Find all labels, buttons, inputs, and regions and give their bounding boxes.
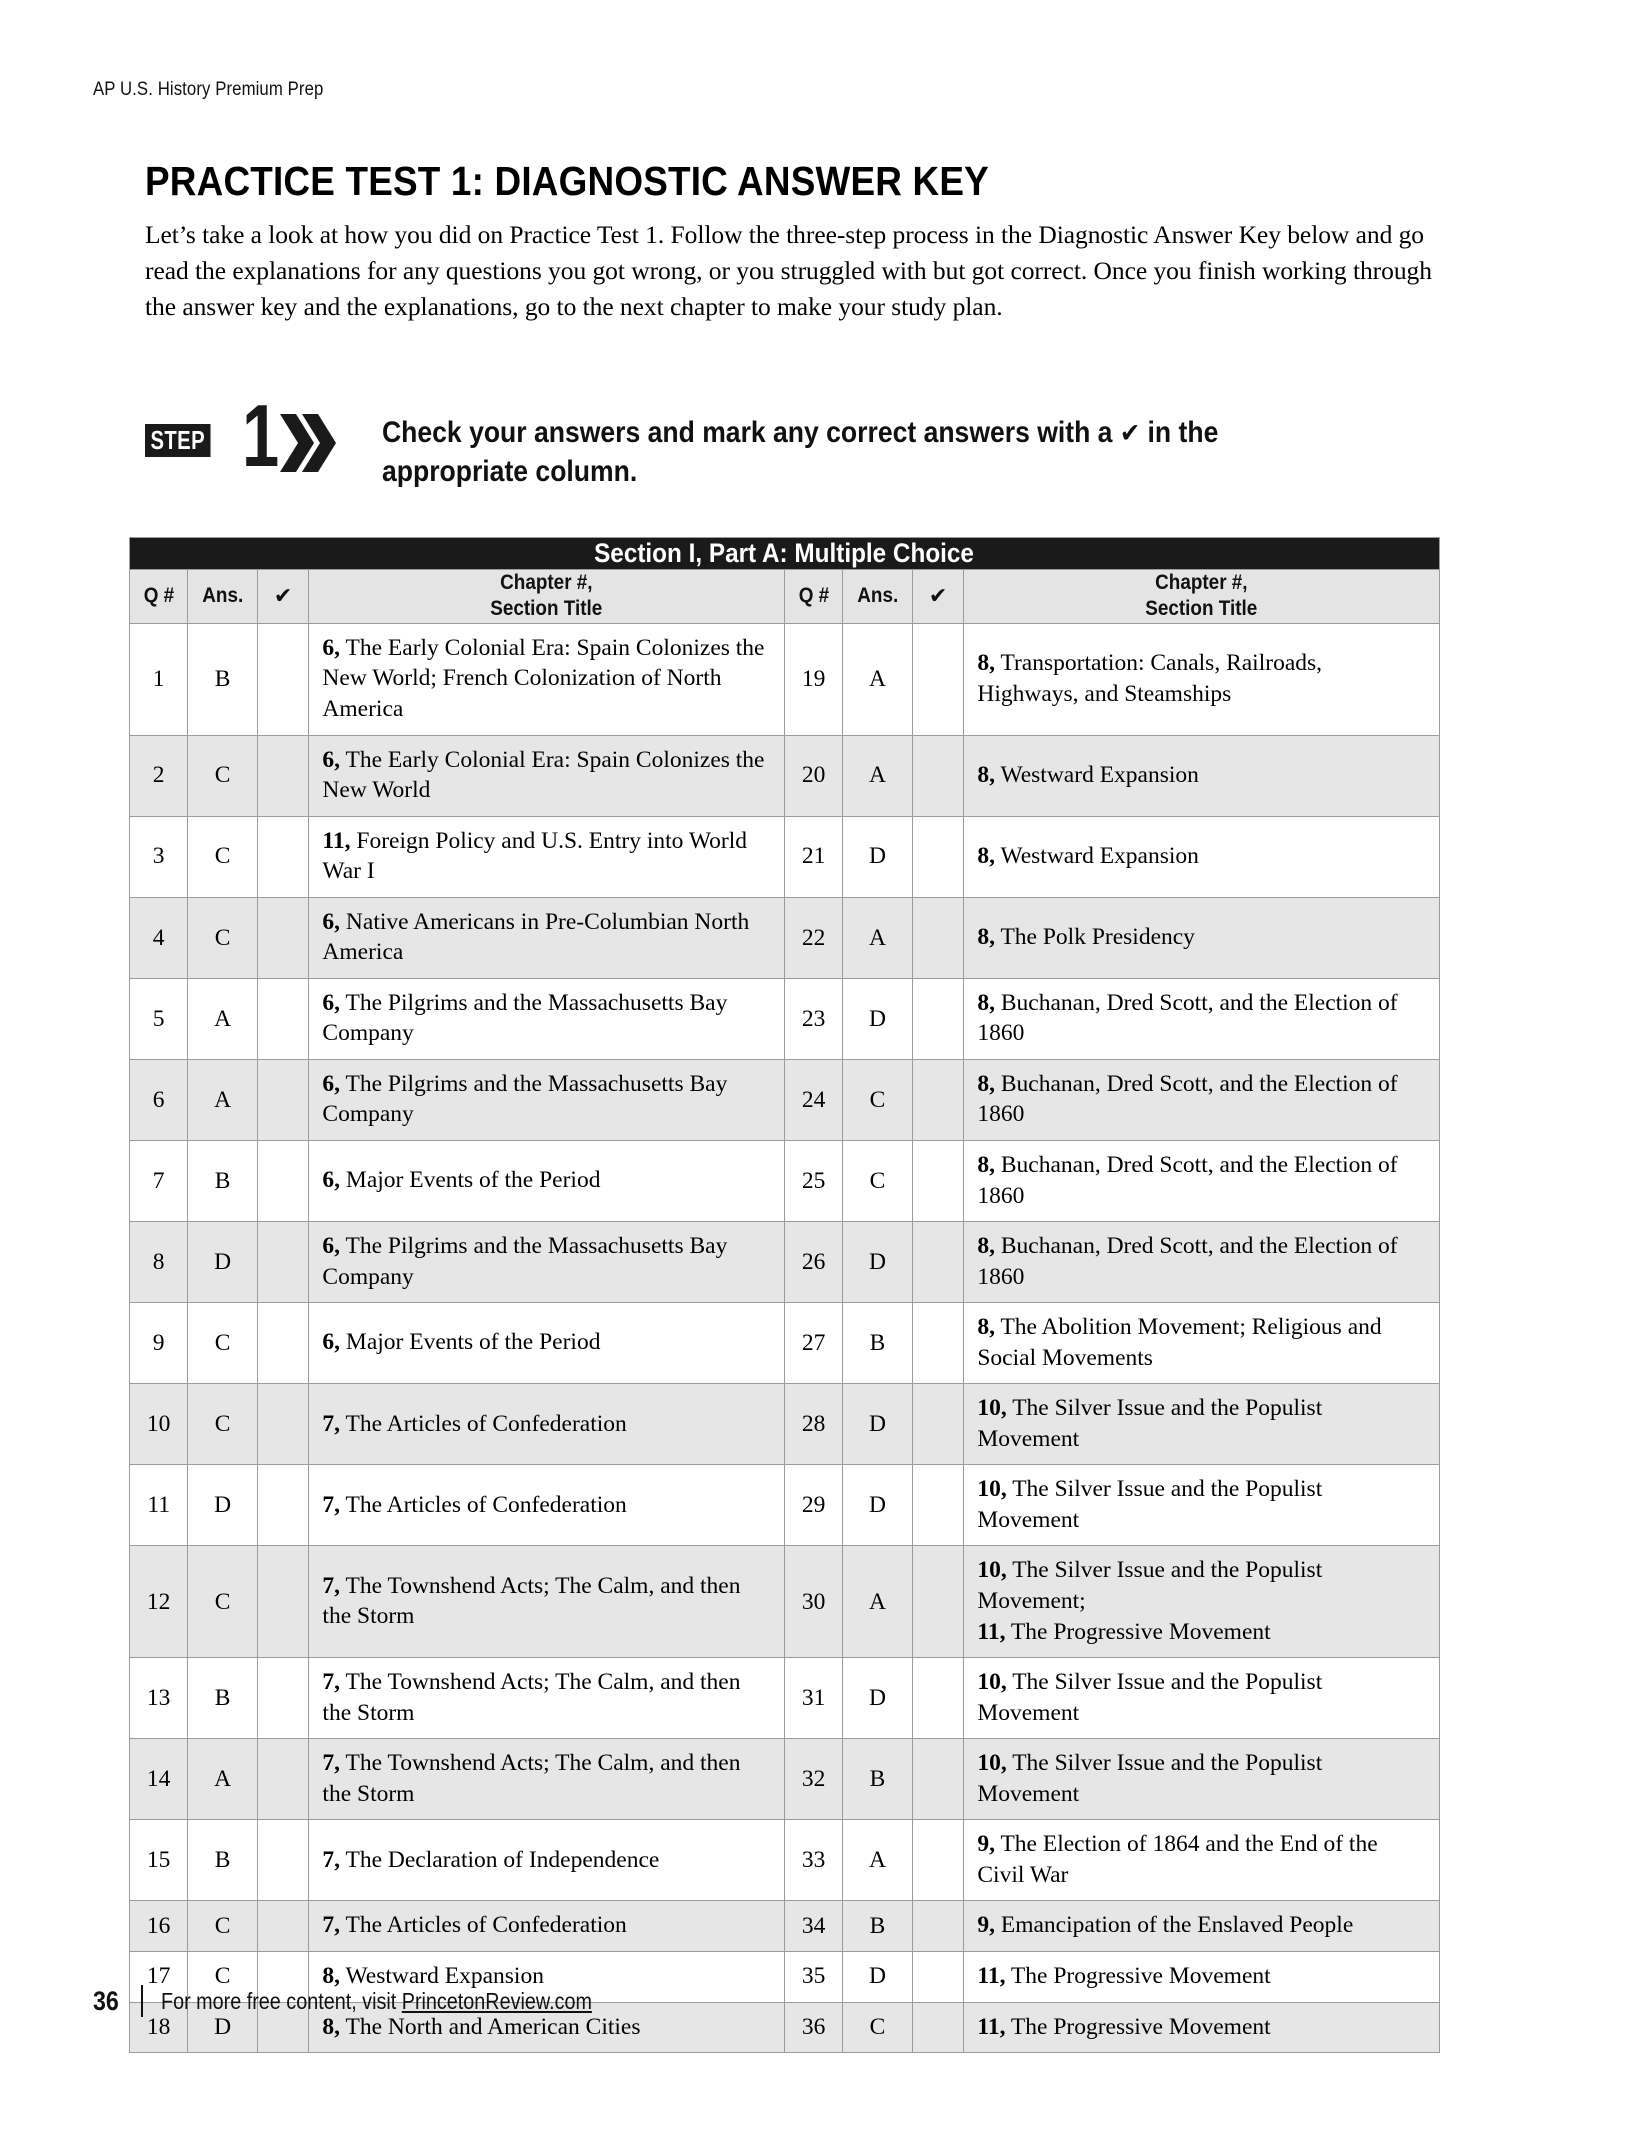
question-number-right: 30 (784, 1546, 842, 1658)
chapter-section-right (964, 1951, 1440, 2002)
answer-letter-left: B (188, 1820, 258, 1901)
double-chevron-right-icon (280, 412, 338, 474)
chapter-number-left: 7, (322, 1410, 341, 1437)
check-box-left[interactable] (257, 1222, 309, 1303)
chapter-number-right: 8, (977, 650, 995, 677)
chapter-section-left (309, 735, 785, 816)
chapter-section-left (309, 623, 785, 735)
chapter-section-right (964, 1546, 1440, 1658)
chapter-number-left: 7, (322, 1912, 341, 1939)
chapter-number-right: 8, (977, 1233, 995, 1260)
chapter-number-left: 6, (322, 634, 341, 661)
question-number-left: 9 (130, 1303, 188, 1384)
table-row (130, 1820, 1440, 1901)
intro-paragraph: Let’s take a look at how you did on Practice Test 1. Follow the three-step process in the Diagnostic Answer Key below and go read the explanations for any questions you got wrong, or you struggled with but got correct. Once you finish working through the answer key and the explanations, go to the next chapter to make your study plan. (145, 220, 1432, 322)
check-box-right[interactable] (912, 1141, 964, 1222)
running-head: AP U.S. History Premium Prep (93, 78, 324, 100)
question-number-left: 6 (130, 1059, 188, 1140)
section-title-left: The Early Colonial Era: Spain Colonizes the New World (322, 746, 765, 804)
answer-letter-right: D (843, 1222, 913, 1303)
question-number-left: 8 (130, 1222, 188, 1303)
answer-letter-right: B (843, 1303, 913, 1384)
question-number-left: 17 (130, 1951, 188, 2002)
chapter-section-right (964, 1222, 1440, 1303)
chapter-section-left (309, 1820, 785, 1901)
table-row (130, 978, 1440, 1059)
section-title-left: The Pilgrims and the Massachusetts Bay Company (322, 989, 728, 1047)
chapter-number-left: 6, (322, 1070, 341, 1097)
chapter-section-left (309, 1739, 785, 1820)
question-number-right: 28 (784, 1384, 842, 1465)
answer-letter-right: A (843, 623, 913, 735)
answer-letter-left: A (188, 1739, 258, 1820)
question-number-right: 33 (784, 1820, 842, 1901)
header-chapter-line2-right: Section Title (1145, 597, 1258, 621)
chapter-section-left (309, 1141, 785, 1222)
table-row (130, 1739, 1440, 1820)
table-row (130, 897, 1440, 978)
chapter-section-right (964, 623, 1440, 735)
answer-letter-left: C (188, 1384, 258, 1465)
header-q-right: Q # (784, 570, 842, 624)
chapter-number-right: 11, (977, 2013, 1006, 2040)
table-row (130, 816, 1440, 897)
chapter-section-right (964, 1465, 1440, 1546)
question-number-left: 4 (130, 897, 188, 978)
answer-letter-left: C (188, 816, 258, 897)
section-title-left: The Townshend Acts; The Calm, and then the Storm (322, 1669, 741, 1726)
answer-letter-right: D (843, 978, 913, 1059)
footer-note-prefix: For more free content, visit (161, 1987, 402, 2014)
chapter-section-right (964, 897, 1440, 978)
answer-letter-left: B (188, 1658, 258, 1739)
chapter-section-right (964, 1820, 1440, 1901)
check-box-right[interactable] (912, 735, 964, 816)
answer-letter-right: B (843, 1739, 913, 1820)
answer-letter-right: D (843, 1658, 913, 1739)
table-row (130, 1384, 1440, 1465)
question-number-left: 2 (130, 735, 188, 816)
chapter-section-right (964, 1739, 1440, 1820)
check-box-right[interactable] (912, 816, 964, 897)
chapter-number-right: 8, (977, 989, 995, 1016)
question-number-right: 22 (784, 897, 842, 978)
question-number-right: 25 (784, 1141, 842, 1222)
answer-letter-left: C (188, 897, 258, 978)
question-number-right: 35 (784, 1951, 842, 2002)
question-number-right: 34 (784, 1901, 842, 1952)
check-box-left[interactable] (257, 1658, 309, 1739)
question-number-left: 1 (130, 623, 188, 735)
article-header (145, 160, 1435, 326)
step-1-instruction (145, 386, 1435, 492)
step-text-part2: in the appropriate column. (382, 416, 1219, 488)
section-title-right: The Progressive Movement (1010, 1962, 1271, 1989)
chapter-section-right (964, 1059, 1440, 1140)
chapter-number-right: 10, (977, 1476, 1007, 1503)
question-number-left: 7 (130, 1141, 188, 1222)
chapter-number-left: 6, (322, 1233, 341, 1260)
answer-letter-right: C (843, 2002, 913, 2053)
question-number-right: 32 (784, 1739, 842, 1820)
check-box-left[interactable] (257, 1739, 309, 1820)
answer-letter-right: C (843, 1059, 913, 1140)
answer-letter-left: C (188, 1303, 258, 1384)
section-title-right: Westward Expansion (1000, 842, 1199, 869)
check-box-right[interactable] (912, 1901, 964, 1952)
header-chapter-line1-left: Chapter #, (500, 571, 593, 594)
table-section-header-row (130, 538, 1440, 570)
footer-divider (141, 1985, 143, 2017)
chapter-section-right (964, 1303, 1440, 1384)
check-box-right[interactable] (912, 1739, 964, 1820)
question-number-right: 19 (784, 623, 842, 735)
chapter-section-right (964, 1141, 1440, 1222)
check-box-right[interactable] (912, 1222, 964, 1303)
check-box-right[interactable] (912, 1384, 964, 1465)
header-q-left: Q # (130, 570, 188, 624)
section-title-cell (130, 538, 1440, 570)
section-title-left: The Articles of Confederation (345, 1912, 627, 1939)
question-number-left: 14 (130, 1739, 188, 1820)
chapter-number-left: 7, (322, 1669, 341, 1696)
chapter-number-left: 6, (322, 989, 341, 1016)
check-box-left[interactable] (257, 816, 309, 897)
page-footer (93, 1985, 662, 2017)
question-number-right: 24 (784, 1059, 842, 1140)
section-title-right: Buchanan, Dred Scott, and the Election of 1860 (977, 1070, 1398, 1128)
check-box-left[interactable] (257, 1059, 309, 1140)
chapter-section-left (309, 1384, 785, 1465)
header-check-right: ✔ (912, 570, 964, 624)
section-title-left: Major Events of the Period (345, 1167, 601, 1194)
check-box-right[interactable] (912, 2002, 964, 2053)
check-box-left[interactable] (257, 1384, 309, 1465)
section-title-left: The Townshend Acts; The Calm, and then the Storm (322, 1572, 741, 1630)
table-row (130, 1658, 1440, 1739)
table-row (130, 623, 1440, 735)
section-title-right: The Silver Issue and the Populist Movement (977, 1750, 1323, 1807)
chapter-number-right: 10, (977, 1395, 1007, 1422)
section-title-left: Foreign Policy and U.S. Entry into World War I (322, 827, 748, 885)
question-number-right: 23 (784, 978, 842, 1059)
section-title-right: Westward Expansion (1000, 761, 1199, 788)
answer-letter-right: C (843, 1141, 913, 1222)
answer-letter-left: C (188, 735, 258, 816)
section-title-left: The Pilgrims and the Massachusetts Bay Company (322, 1233, 728, 1290)
check-box-left[interactable] (257, 1820, 309, 1901)
answer-letter-right: D (843, 1951, 913, 2002)
section-title-right: The Polk Presidency (1000, 924, 1195, 950)
check-mark-icon: ✔ (1119, 418, 1141, 449)
table-row (130, 1303, 1440, 1384)
chapter-number-right: 8, (977, 1070, 995, 1097)
step-badge (145, 386, 330, 488)
chapter-section-right (964, 1384, 1440, 1465)
question-number-left: 3 (130, 816, 188, 897)
check-box-left[interactable] (257, 1141, 309, 1222)
section-title-left: The Declaration of Independence (345, 1846, 660, 1873)
answer-letter-right: D (843, 816, 913, 897)
chapter-number-right: 10, (977, 1750, 1007, 1777)
question-number-left: 12 (130, 1546, 188, 1658)
table-column-header-row (130, 570, 1440, 624)
table-row (130, 1141, 1440, 1222)
chapter-section-right (964, 1658, 1440, 1739)
chapter-section-right (964, 1901, 1440, 1952)
check-box-left[interactable] (257, 897, 309, 978)
answer-letter-right: A (843, 1546, 913, 1658)
header-chapter-line2-left: Section Title (490, 597, 603, 621)
answer-key-table-wrapper (129, 537, 1440, 2053)
section-title-text: Section I, Part A: Multiple Choice (594, 538, 975, 568)
check-box-right[interactable] (912, 897, 964, 978)
answer-letter-right: A (843, 735, 913, 816)
chapter-section-left (309, 1303, 785, 1384)
answer-key-table (129, 537, 1440, 2053)
section-title-left: The Townshend Acts; The Calm, and then the Storm (322, 1750, 741, 1807)
section-title-right: Buchanan, Dred Scott, and the Election of 1860 (977, 1233, 1398, 1290)
table-row (130, 1222, 1440, 1303)
chapter-number-left: 6, (322, 1167, 341, 1194)
answer-letter-left: C (188, 1546, 258, 1658)
chapter-section-left (309, 816, 785, 897)
chapter-number-right: 10, (977, 1557, 1007, 1584)
chapter-number-left: 6, (322, 908, 341, 935)
table-row (130, 1059, 1440, 1140)
chapter-section-left (309, 1465, 785, 1546)
page-number: 36 (93, 1985, 119, 2016)
chapter-number-right: 8, (977, 1152, 995, 1179)
question-number-left: 15 (130, 1820, 188, 1901)
check-box-right[interactable] (912, 1546, 964, 1658)
chapter-number-right: 8, (977, 761, 995, 788)
section-title-right: The Silver Issue and the Populist Movement (977, 1669, 1323, 1726)
check-box-left[interactable] (257, 978, 309, 1059)
table-row (130, 735, 1440, 816)
answer-letter-right: B (843, 1901, 913, 1952)
question-number-right: 31 (784, 1658, 842, 1739)
section-title-left: Westward Expansion (345, 1962, 544, 1989)
chapter-section-left (309, 1901, 785, 1952)
chapter-number-left: 7, (322, 1572, 341, 1599)
chapter-number-right: 10, (977, 1669, 1007, 1696)
section-title-right: Buchanan, Dred Scott, and the Election of 1860 (977, 1152, 1398, 1209)
check-box-left[interactable] (257, 735, 309, 816)
section-title-right: The Abolition Movement; Religious and Social Movements (977, 1314, 1382, 1371)
chapter-section-left (309, 978, 785, 1059)
question-number-left: 10 (130, 1384, 188, 1465)
chapter-section-right (964, 735, 1440, 816)
answer-letter-right: D (843, 1465, 913, 1546)
section-title-right: The Silver Issue and the Populist Movement (977, 1476, 1323, 1533)
chapter-section-right (964, 816, 1440, 897)
table-row (130, 1901, 1440, 1952)
footer-note (161, 1988, 592, 2015)
chapter-number-left: 8, (322, 2013, 341, 2040)
header-ans-right: Ans. (843, 570, 913, 624)
section-title-left: Major Events of the Period (345, 1329, 601, 1356)
question-number-right: 27 (784, 1303, 842, 1384)
chapter-section-left (309, 1059, 785, 1140)
chapter-section-left (309, 897, 785, 978)
check-box-left[interactable] (257, 1546, 309, 1658)
check-box-left[interactable] (257, 1465, 309, 1546)
section-title-left: The North and American Cities (345, 2013, 641, 2040)
check-box-left[interactable] (257, 623, 309, 735)
header-chapter-line1-right: Chapter #, (1155, 571, 1248, 594)
chapter-number-2-right: 11, (977, 1618, 1006, 1645)
answer-letter-left: B (188, 623, 258, 735)
chapter-number-left: 7, (322, 1846, 341, 1873)
chapter-number-left: 11, (322, 827, 351, 854)
check-box-left[interactable] (257, 1901, 309, 1952)
question-number-left: 11 (130, 1465, 188, 1546)
chapter-number-right: 8, (977, 1314, 995, 1341)
step-text-part1: Check your answers and mark any correct answers with a (382, 416, 1120, 449)
chapter-section-right (964, 2002, 1440, 2053)
chapter-number-left: 6, (322, 1329, 341, 1356)
question-number-left: 13 (130, 1658, 188, 1739)
section-title-right: The Silver Issue and the Populist Movement; (977, 1557, 1323, 1615)
table-row (130, 1546, 1440, 1658)
question-number-right: 36 (784, 2002, 842, 2053)
answer-letter-left: A (188, 978, 258, 1059)
section-title-left: The Articles of Confederation (345, 1491, 627, 1518)
chapter-number-right: 9, (977, 1831, 995, 1858)
answer-letter-left: D (188, 2002, 258, 2053)
step-label: STEP (145, 424, 210, 457)
question-number-right: 21 (784, 816, 842, 897)
check-box-right[interactable] (912, 1951, 964, 2002)
header-check-left: ✔ (257, 570, 309, 624)
section-title-right: Buchanan, Dred Scott, and the Election of 1860 (977, 989, 1398, 1047)
section-title-2-right: The Progressive Movement (1010, 1618, 1271, 1645)
section-title-right: Emancipation of the Enslaved People (1000, 1912, 1354, 1939)
question-number-right: 26 (784, 1222, 842, 1303)
answer-letter-right: A (843, 1820, 913, 1901)
question-number-left: 16 (130, 1901, 188, 1952)
check-box-right[interactable] (912, 1303, 964, 1384)
section-title-right: The Election of 1864 and the End of the Civil War (977, 1831, 1378, 1888)
chapter-number-right: 8, (977, 842, 995, 869)
answer-letter-left: A (188, 1059, 258, 1140)
chapter-section-left (309, 1546, 785, 1658)
section-title-left: The Pilgrims and the Massachusetts Bay Company (322, 1070, 728, 1128)
section-title-left: The Articles of Confederation (345, 1410, 627, 1437)
chapter-section-left (309, 1658, 785, 1739)
check-box-left[interactable] (257, 1303, 309, 1384)
chapter-section-right (964, 978, 1440, 1059)
chapter-number-right: 9, (977, 1912, 995, 1939)
answer-letter-left: C (188, 1901, 258, 1952)
header-chapter-left (309, 570, 785, 624)
page-title: PRACTICE TEST 1: DIAGNOSTIC ANSWER KEY (145, 158, 989, 204)
chapter-section-left (309, 1222, 785, 1303)
answer-letter-left: D (188, 1465, 258, 1546)
section-title-left: The Early Colonial Era: Spain Colonizes the New World; French Colonization of North America (322, 634, 765, 722)
question-number-right: 20 (784, 735, 842, 816)
section-title-right: The Progressive Movement (1010, 2013, 1271, 2040)
step-number: 1 (242, 386, 280, 485)
check-box-right[interactable] (912, 1059, 964, 1140)
answer-letter-right: D (843, 1384, 913, 1465)
answer-letter-left: D (188, 1222, 258, 1303)
question-number-right: 29 (784, 1465, 842, 1546)
chapter-number-right: 11, (977, 1962, 1006, 1989)
chapter-number-left: 6, (322, 746, 341, 773)
footer-link[interactable]: PrincetonReview.com (401, 1987, 592, 2014)
check-box-right[interactable] (912, 1658, 964, 1739)
header-ans-left: Ans. (188, 570, 258, 624)
header-chapter-right (964, 570, 1440, 624)
check-box-right[interactable] (912, 1820, 964, 1901)
question-number-left: 5 (130, 978, 188, 1059)
answer-letter-right: A (843, 897, 913, 978)
section-title-right: Transportation: Canals, Railroads, Highways, and Steamships (977, 650, 1323, 707)
answer-letter-left: C (188, 1951, 258, 2002)
chapter-number-left: 8, (322, 1962, 341, 1989)
section-title-right: The Silver Issue and the Populist Movement (977, 1395, 1323, 1452)
step-instruction-text (382, 414, 1330, 492)
check-box-right[interactable] (912, 978, 964, 1059)
check-box-right[interactable] (912, 623, 964, 735)
table-row (130, 1465, 1440, 1546)
question-number-left: 18 (130, 2002, 188, 2053)
section-title-left: Native Americans in Pre-Columbian North America (322, 908, 750, 966)
chapter-number-left: 7, (322, 1491, 341, 1518)
answer-letter-left: B (188, 1141, 258, 1222)
chapter-number-right: 8, (977, 924, 995, 950)
chapter-number-left: 7, (322, 1750, 341, 1777)
check-box-right[interactable] (912, 1465, 964, 1546)
